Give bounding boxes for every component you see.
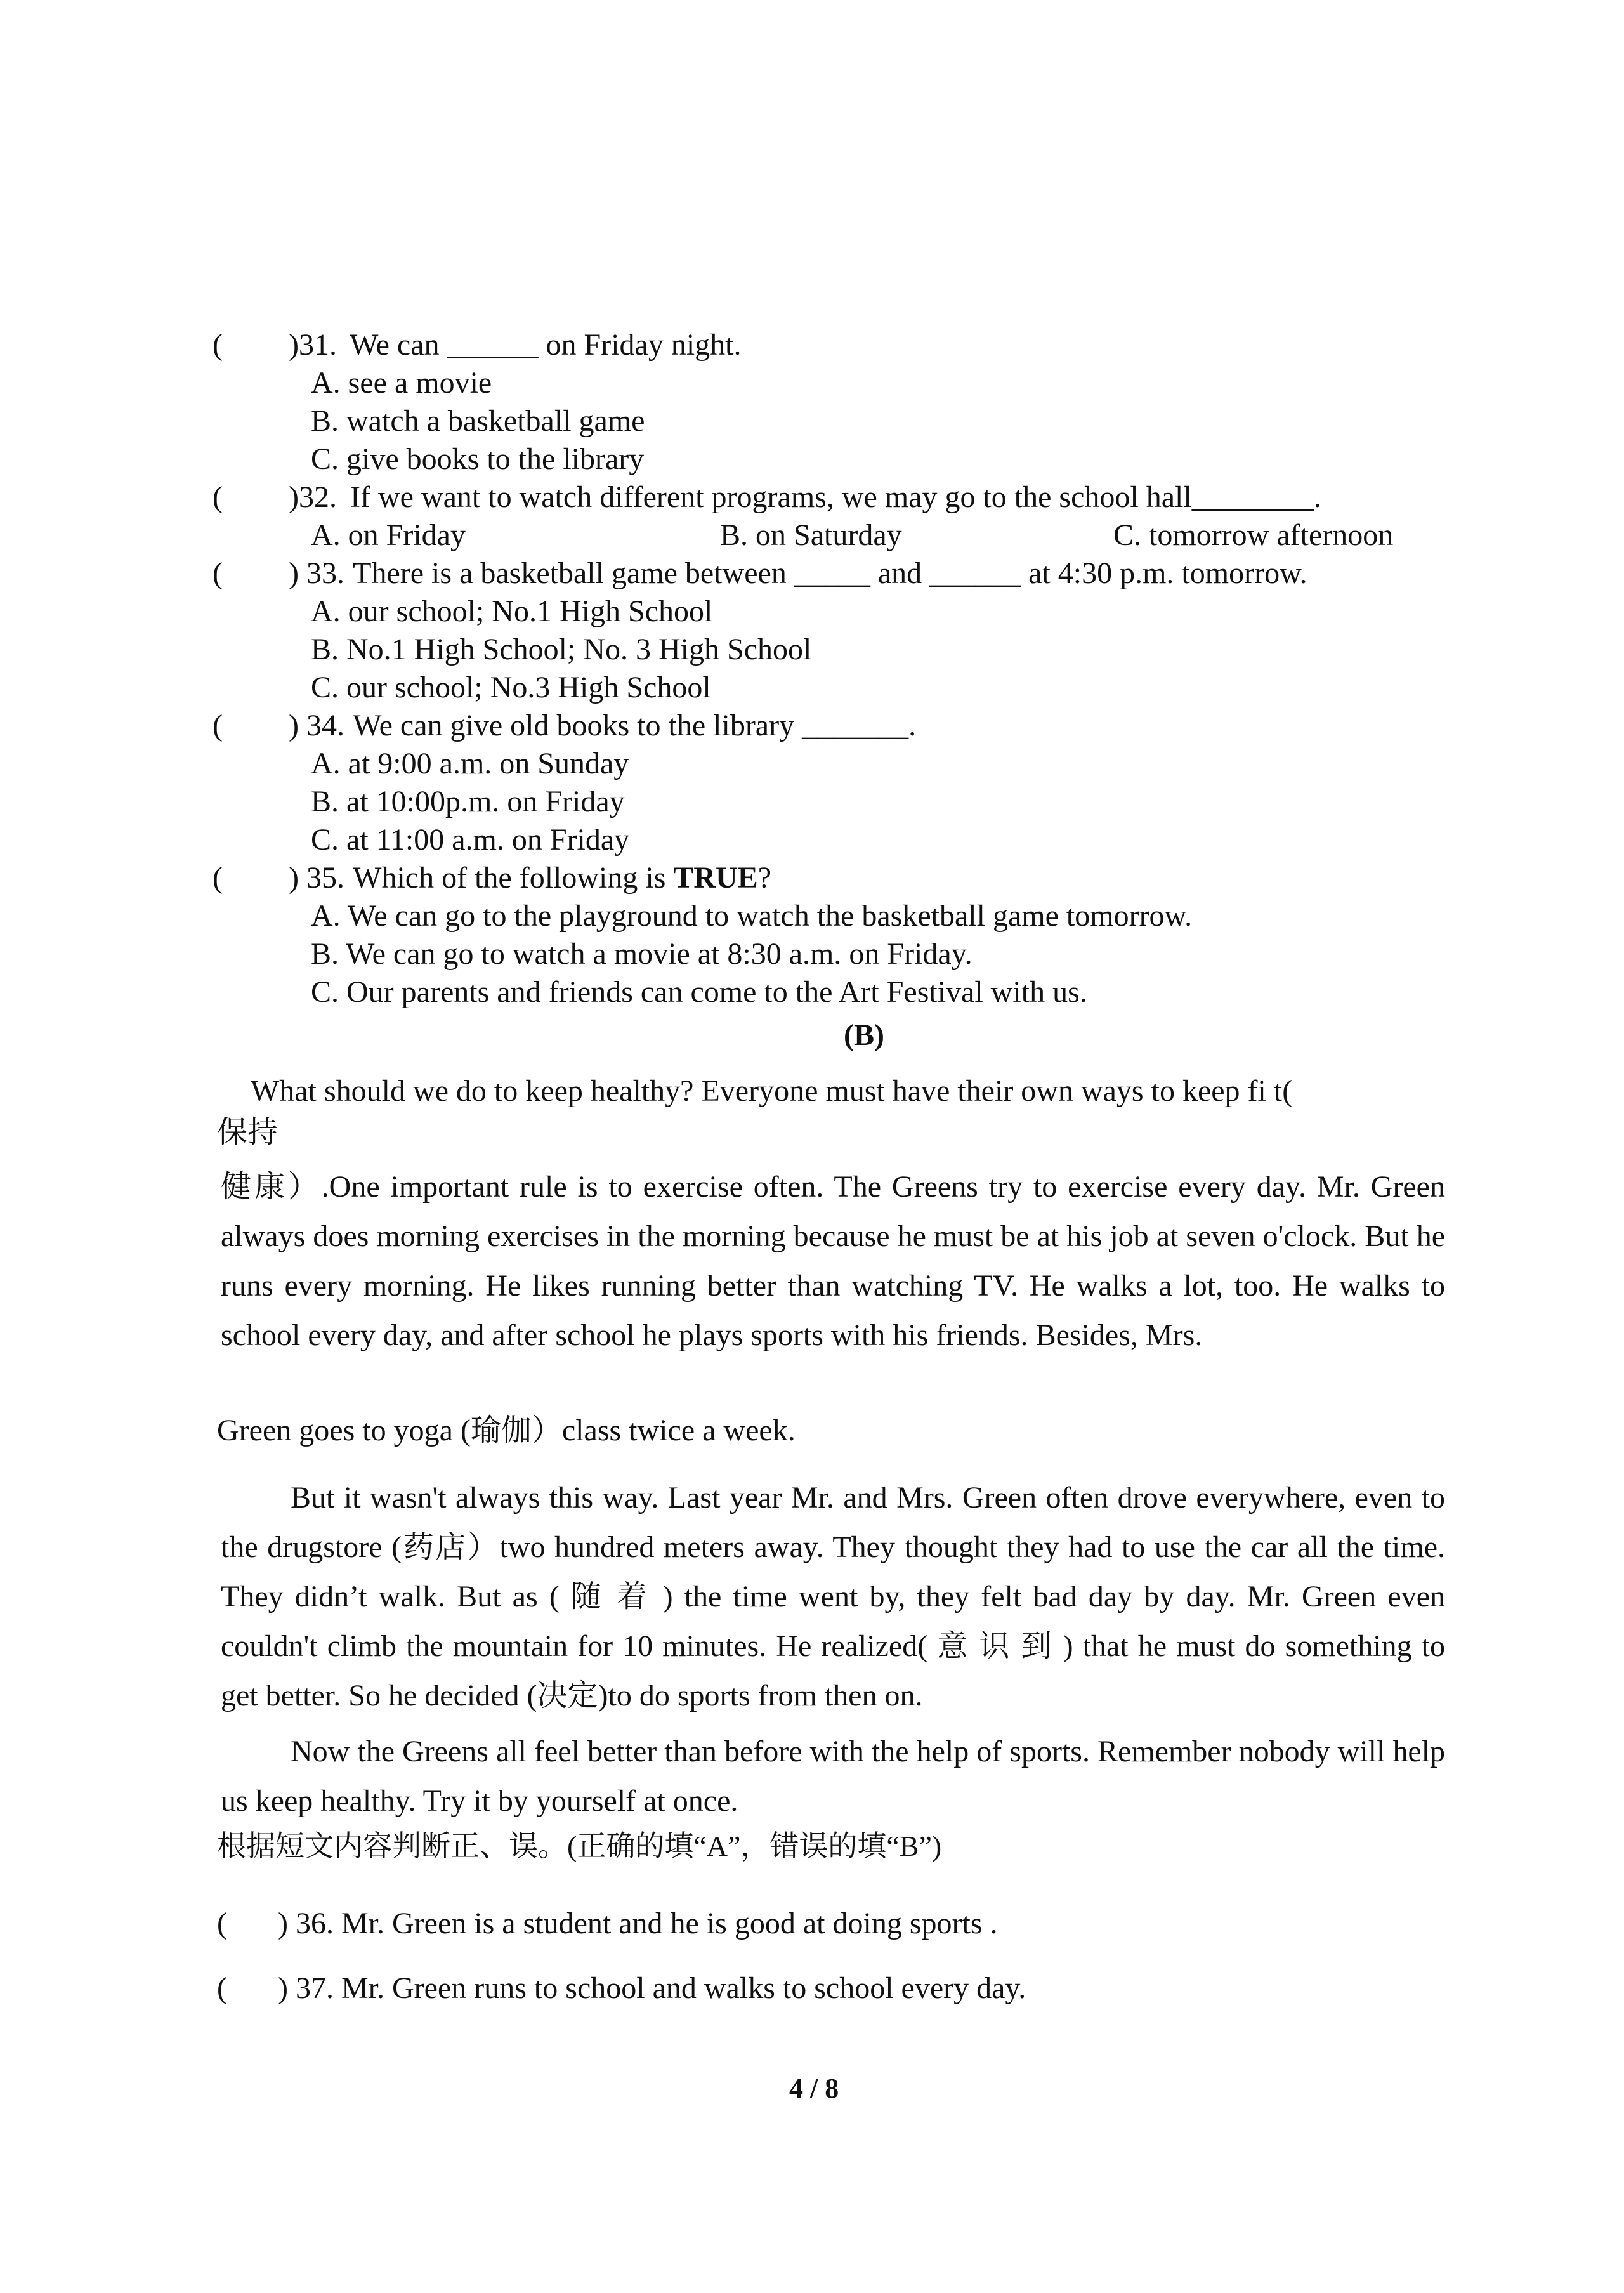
passage-line: 保持 xyxy=(217,1115,278,1149)
answer-paren: ( xyxy=(217,1971,227,2005)
question-number: )31. xyxy=(289,328,337,362)
option-b: B. at 10:00p.m. on Friday xyxy=(311,785,625,818)
answer-paren: ( xyxy=(213,861,223,895)
option-a: A. We can go to the playground to watch the basketball game tomorrow. xyxy=(311,899,1193,933)
option-c: C. our school; No.3 High School xyxy=(311,671,711,704)
option-c: C. at 11:00 a.m. on Friday xyxy=(311,823,630,857)
option-c: C. tomorrow afternoon xyxy=(1113,518,1394,552)
option-b: B. watch a basketball game xyxy=(311,404,645,438)
question-stem: We can give old books to the library _______. xyxy=(346,709,917,742)
question-number: ) 35. xyxy=(289,861,344,895)
passage-paragraph-3: Now the Greens all feel better than before with the help of sports. Remember nobody will help us keep healthy. Try it by yourself at once. xyxy=(221,1735,1445,1818)
question-text: ) 36. Mr. Green is a student and he is good at doing sports . xyxy=(278,1907,998,1940)
instruction: 根据短文内容判断正、误。(正确的填“A”，错误的填“B”) xyxy=(217,1830,942,1862)
question-stem: There is a basketball game between _____ and ______ at 4:30 p.m. tomorrow. xyxy=(346,556,1307,590)
question-stem: If we want to watch different programs, we may go to the school hall________. xyxy=(343,480,1321,514)
question-text: ) 37. Mr. Green runs to school and walks to school every day. xyxy=(278,1971,1026,2005)
passage-paragraph-2: But it wasn't always this way. Last year Mr. and Mrs. Green often drove everywhere, even to the drugstore (药店）two hundred meters away. They thought they had to use the car all the time. They didn’t walk. But as ( 随 着 ) the time went by, they felt bad day by day. Mr. Green even couldn't climb the mountain for 10 minutes. He realized( 意 识 到 ) that he must do something to get better. So he decided (决定)to do sports from then on. xyxy=(221,1481,1445,1712)
option-a: A. on Friday xyxy=(311,518,466,552)
question-number: )32. xyxy=(289,480,337,514)
section-b-title: (B) xyxy=(844,1018,884,1052)
option-b: B. No.1 High School; No. 3 High School xyxy=(311,633,812,666)
option-a: A. at 9:00 a.m. on Sunday xyxy=(311,747,629,780)
answer-paren: ( xyxy=(217,1907,227,1940)
passage-line: Green goes to yoga (瑜伽）class twice a week. xyxy=(217,1414,796,1447)
passage-paragraph-1: 健康）.One important rule is to exercise often. The Greens try to exercise every day. Mr. Green always does morning exercises in the morning because he must be at his job at seven o'clock. But he runs every morning. He likes running better than watching TV. He walks a lot, too. He walks to school every day, and after school he plays sports with his friends. Besides, Mrs. xyxy=(221,1170,1445,1352)
option-a: A. see a movie xyxy=(311,366,492,400)
answer-paren: ( xyxy=(213,709,223,742)
option-a: A. our school; No.1 High School xyxy=(311,595,713,628)
question-number: ) 33. xyxy=(289,556,344,590)
answer-paren: ( xyxy=(213,556,223,590)
passage-line: What should we do to keep healthy? Everyone must have their own ways to keep fi t( xyxy=(251,1074,1293,1108)
question-number: ) 34. xyxy=(289,709,344,742)
answer-paren: ( xyxy=(213,328,223,362)
option-b: B. on Saturday xyxy=(720,518,902,552)
page-number: 4 / 8 xyxy=(789,2073,839,2104)
question-stem: Which of the following is TRUE? xyxy=(346,861,772,895)
option-c: C. Our parents and friends can come to the Art Festival with us. xyxy=(311,975,1087,1009)
answer-paren: ( xyxy=(213,480,223,514)
question-stem: We can ______ on Friday night. xyxy=(343,328,742,362)
option-b: B. We can go to watch a movie at 8:30 a.m. on Friday. xyxy=(311,937,972,971)
option-c: C. give books to the library xyxy=(311,442,645,476)
